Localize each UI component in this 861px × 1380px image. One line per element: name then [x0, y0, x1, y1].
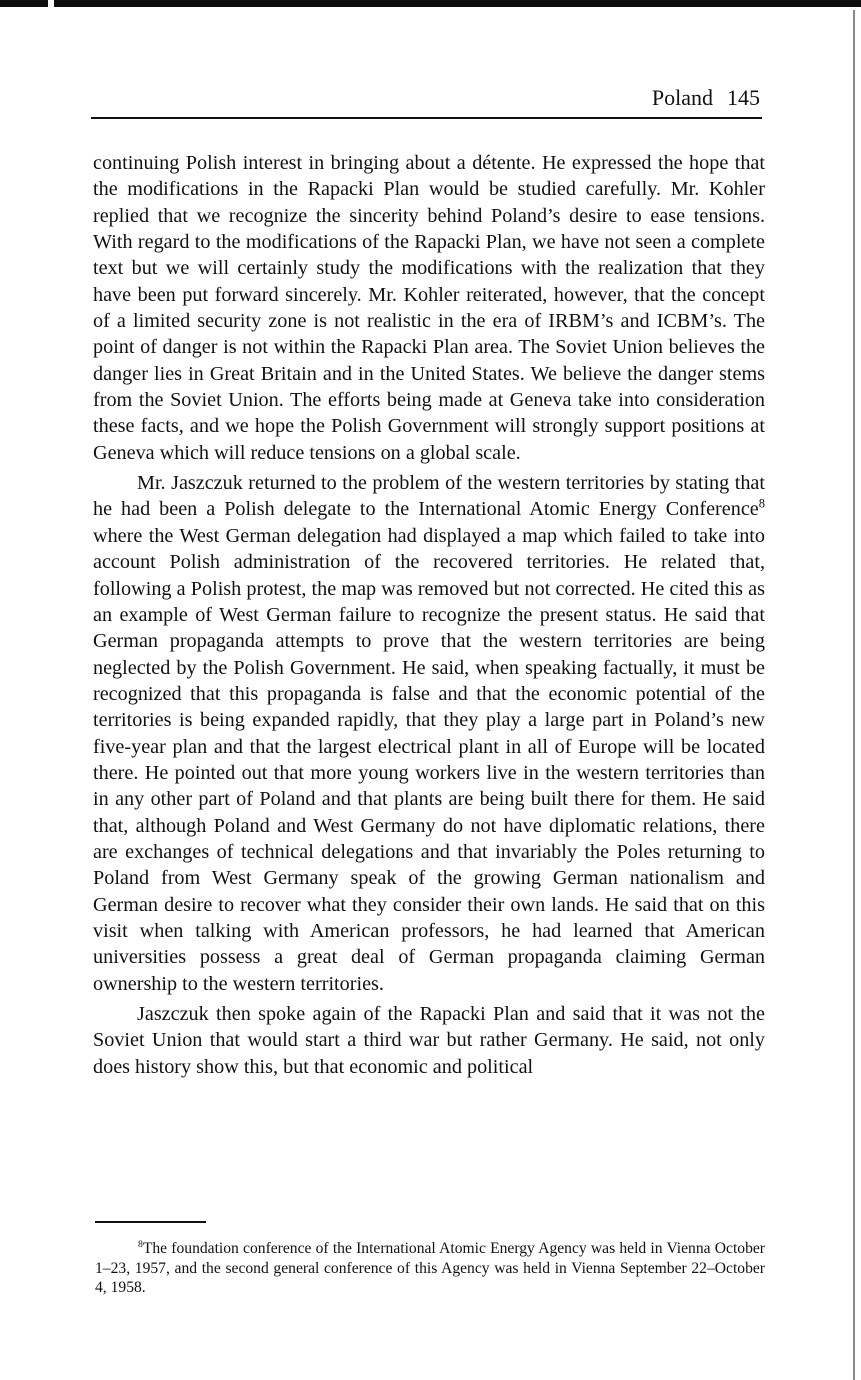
running-title: Poland	[651, 85, 713, 110]
header-rule	[91, 117, 762, 119]
footnote-reference: 8	[758, 496, 765, 511]
scan-top-border-gap	[48, 0, 54, 7]
paragraph-2-text-b: where the West German delegation had displayed a map which failed to take into account Polish administration of the recovered territories. He related that, following a Polish protest, the map was removed but not corrected. He cited this as an example of West German failure to recognize the present status. He said that German propaganda attempts to prove that the western territories are being neglected by the Polish Government. He said, when speaking factually, it must be recognized that this propaganda is false and that the economic potential of the territories is being expanded rapidly, that they play a large part in Poland’s new five-year plan and that the largest electrical plant in all of Europe will be located there. He pointed out that more young workers live in the western territories than in any other part of Poland and that plants are being built there for them. He said that, although Poland and West Germany do not have diplomatic relations, there are exchanges of technical delegations and that invariably the Poles returning to Poland from West Germany speak of the growing German nationalism and German desire to recover what they consider their own lands. He said that on this visit when talking with American professors, he had learned that American universities possess a great deal of German propaganda claiming German ownership to the western territories.	[93, 524, 765, 995]
running-head	[652, 84, 760, 112]
scan-top-border	[0, 0, 861, 7]
body-text	[93, 150, 765, 1080]
footnote-text: The foundation conference of the International Atomic Energy Agency was held in Vienna October 1–23, 1957, and the second general conference of this Agency was held in Vienna September 22–October 4, 1958.	[95, 1240, 765, 1296]
footnote-number: 8	[138, 1238, 143, 1250]
paragraph-1: continuing Polish interest in bringing about a détente. He expressed the hope that the modifications in the Rapacki Plan would be studied carefully. Mr. Kohler replied that we recognize the sincerity behind Poland’s desire to ease tensions. With regard to the modifications of the Rapacki Plan, we have not seen a complete text but we will certainly study the modifications with the realization that they have been put forward sincerely. Mr. Kohler reiterated, however, that the concept of a limited security zone is not realistic in the era of IRBM’s and ICBM’s. The point of danger is not within the Rapacki Plan area. The Soviet Union believes the danger lies in Great Britain and in the United States. We believe the danger stems from the Soviet Union. The efforts being made at Geneva take into consideration these facts, and we hope the Polish Government will strongly support positions at Geneva which will reduce tensions on a global scale.	[93, 152, 765, 464]
paragraph-3: Jaszczuk then spoke again of the Rapacki Plan and said that it was not the Soviet Union that would start a third war but rather Germany. He said, not only does history show this, but that economic and political	[93, 1003, 765, 1078]
paragraph-2	[93, 470, 765, 997]
paragraph-2-text-a: Mr. Jaszczuk returned to the problem of the western territories by stating that he had been a Polish delegate to the International Atomic Energy Conference	[93, 472, 765, 521]
footnote-rule	[95, 1221, 206, 1223]
footnote	[95, 1239, 765, 1298]
scan-right-edge	[853, 10, 855, 1380]
page-number: 145	[727, 85, 760, 110]
